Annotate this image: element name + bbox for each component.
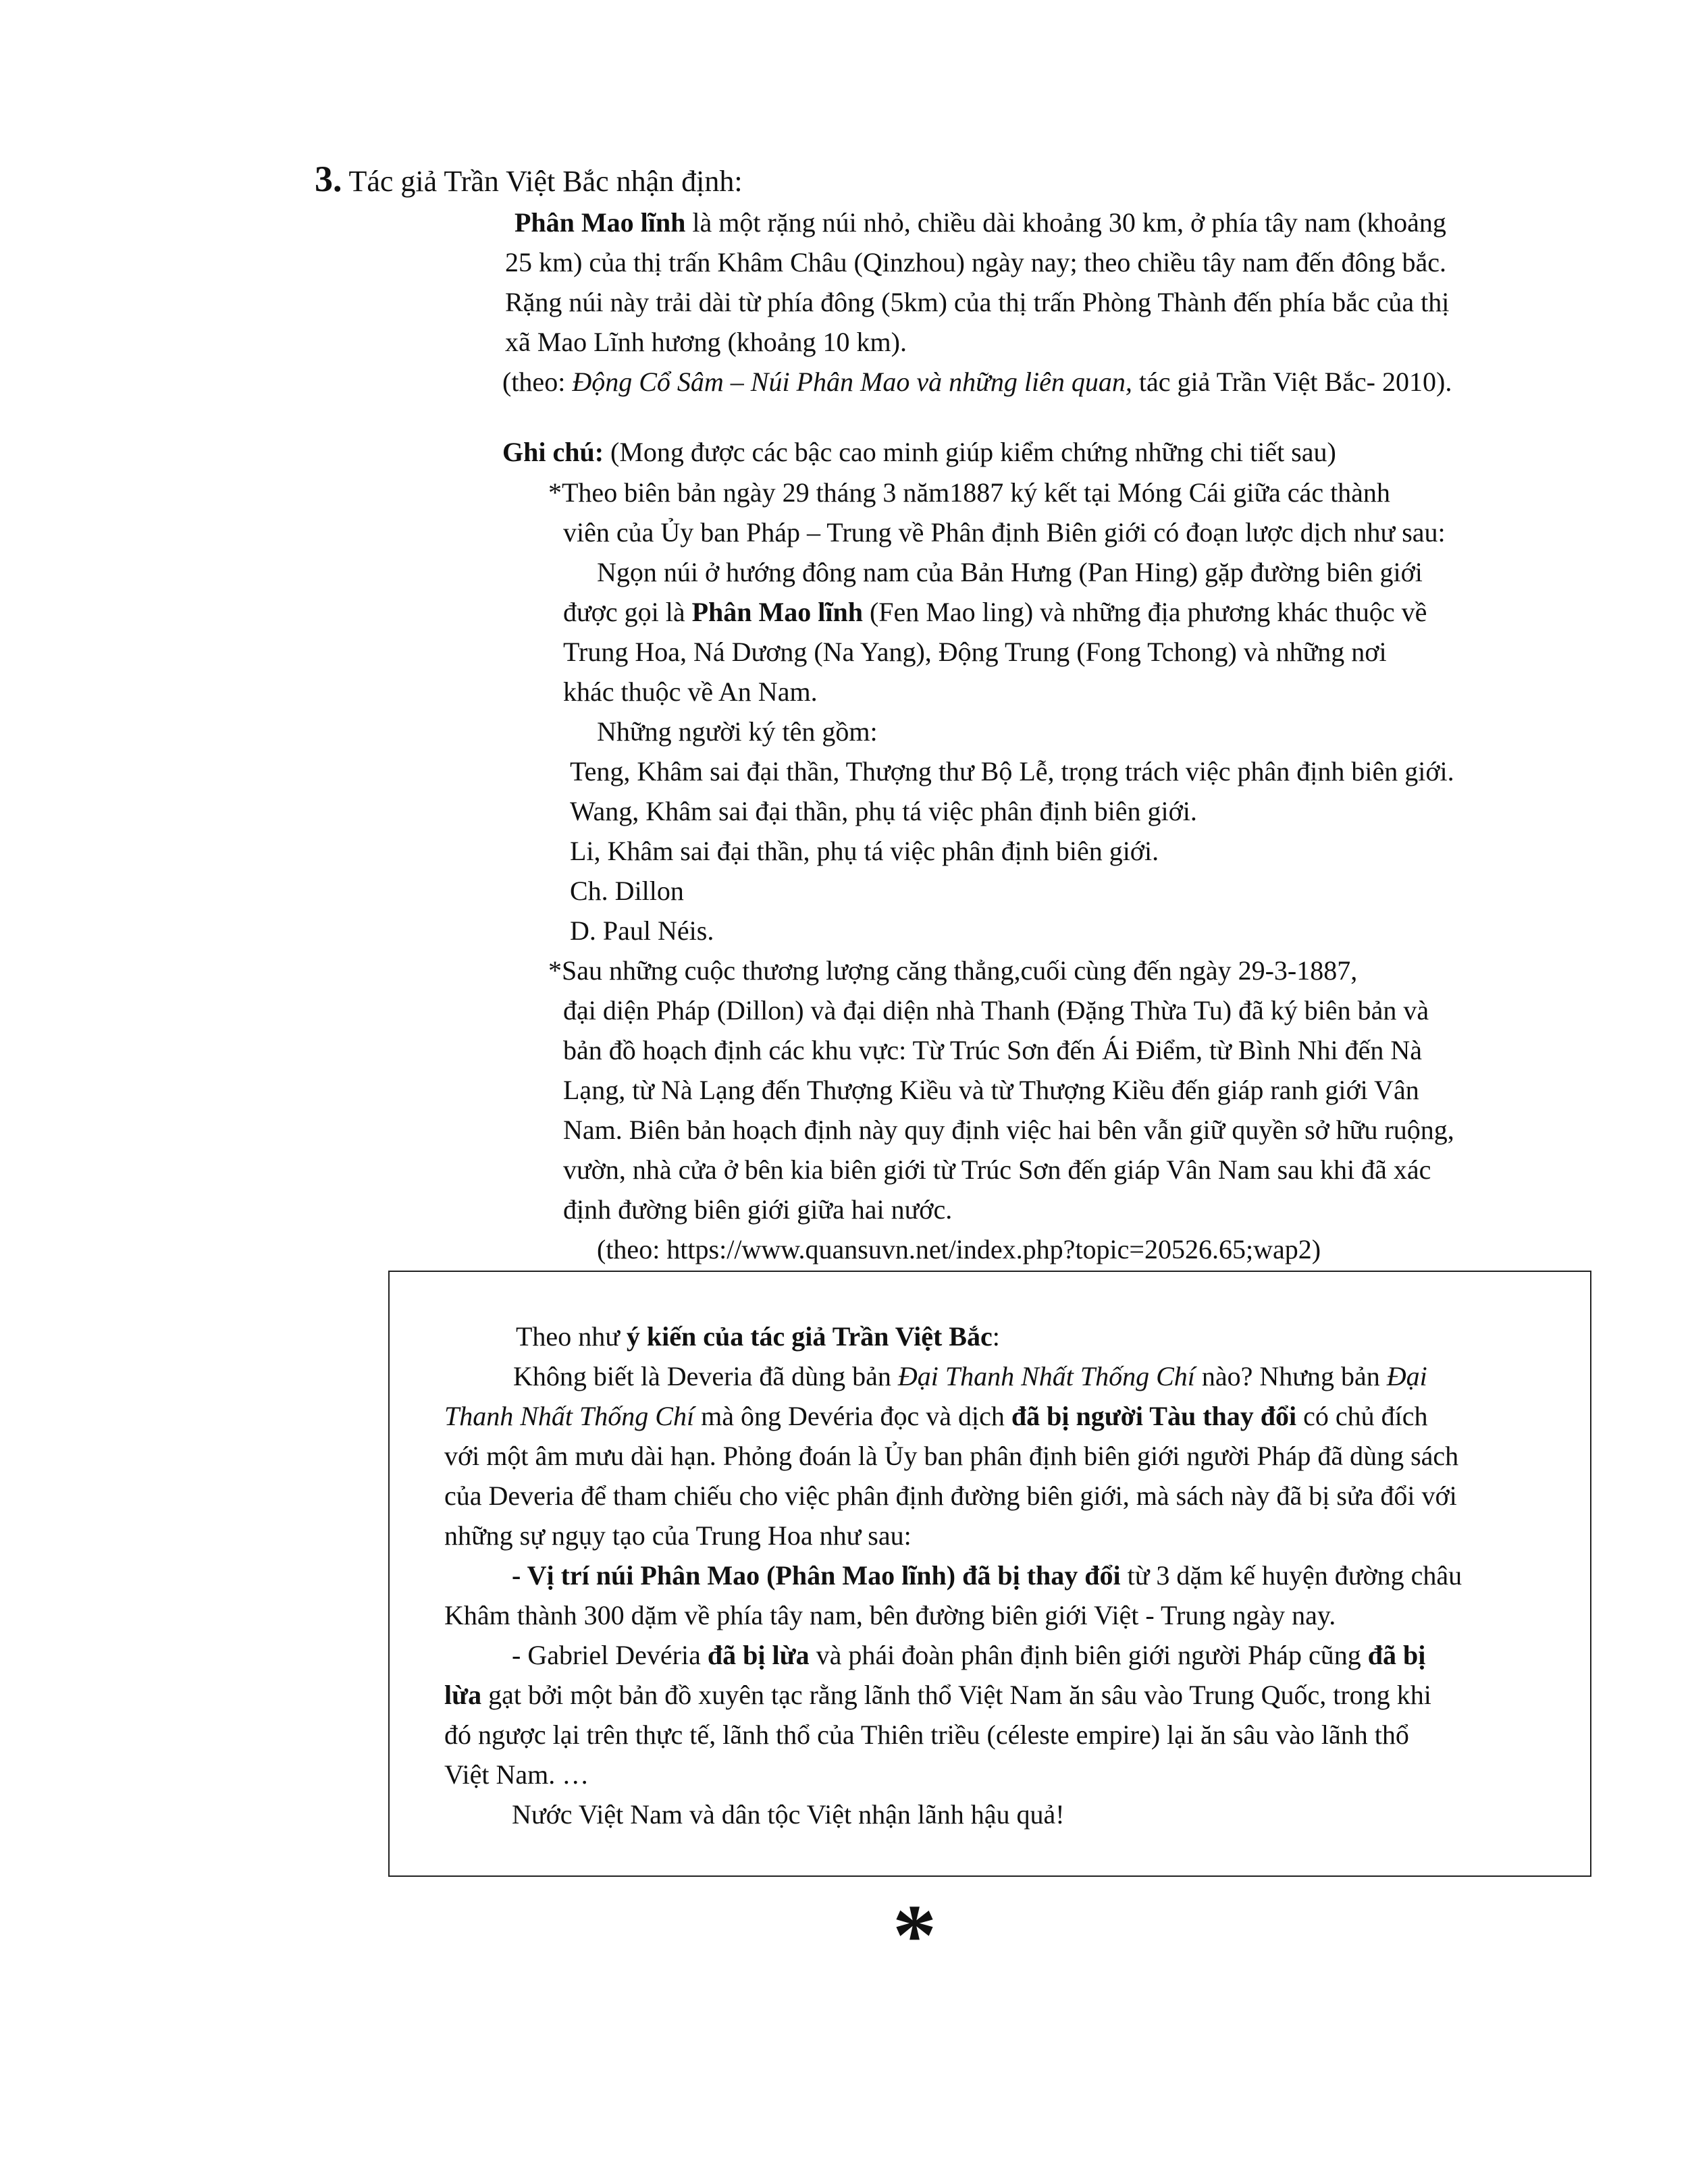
box-line-1-a: Theo như	[516, 1321, 627, 1352]
note-p1-line-4-c: (Fen Mao ling) và những địa phương khác thuộc về	[862, 597, 1427, 627]
box-line-7	[512, 1562, 1462, 1589]
quote-source-title: Động Cổ Sâm – Núi Phân Mao và những liên quan,	[572, 367, 1132, 397]
note-p1-line-4-a: được gọi là	[563, 597, 692, 627]
box-line-9-c: và phái đoàn phân định biên giới người Pháp cũng	[809, 1640, 1368, 1670]
section-heading	[315, 161, 743, 197]
note-p1-line-4	[563, 599, 1427, 626]
box-line-5: của Deveria để tham chiếu cho việc phân định đường biên giới, mà sách này đã bị sửa đổi với	[444, 1481, 1457, 1511]
quote-line-4: xã Mao Lĩnh hương (khoảng 10 km).	[505, 327, 907, 357]
box-line-10	[444, 1682, 1431, 1709]
note-label: Ghi chú:	[502, 437, 604, 467]
box-line-9-bold-2: đã bị	[1367, 1640, 1426, 1670]
note-p2-line: Lạng, từ Nà Lạng đến Thượng Kiều và từ Thượng Kiều đến giáp ranh giới Vân	[563, 1075, 1419, 1105]
note-p1-line-2: viên của Ủy ban Pháp – Trung về Phân định Biên giới có đoạn lược dịch như sau:	[563, 517, 1446, 548]
note-p2-line: bản đồ hoạch định các khu vực: Từ Trúc Sơn đến Ái Điểm, từ Bình Nhi đến Nà	[563, 1035, 1422, 1065]
signer-line: Teng, Khâm sai đại thần, Thượng thư Bộ Lễ, trọng trách việc phân định biên giới.	[570, 756, 1454, 787]
box-line-1	[516, 1323, 1000, 1350]
signer-line: Li, Khâm sai đại thần, phụ tá việc phân định biên giới.	[570, 836, 1159, 866]
quote-source-prefix: (theo:	[502, 367, 573, 397]
signer-line: Wang, Khâm sai đại thần, phụ tá việc phân định biên giới.	[570, 796, 1197, 826]
note-p2-line: định đường biên giới giữa hai nước.	[563, 1194, 953, 1225]
quote-source-author: tác giả Trần Việt Bắc- 2010).	[1132, 367, 1452, 397]
box-line-2-a: Không biết là Deveria đã dùng bản	[513, 1361, 898, 1391]
box-line-1-b: ý kiến của tác giả Trần Việt Bắc	[626, 1321, 993, 1352]
box-line-9	[512, 1642, 1425, 1669]
box-line-2-c: nào? Nhưng bản	[1194, 1361, 1387, 1391]
box-line-12: Việt Nam. …	[444, 1759, 589, 1790]
signers-title: Những người ký tên gồm:	[597, 716, 878, 747]
box-line-8: Khâm thành 300 dặm về phía tây nam, bên đường biên giới Việt - Trung ngày nay.	[444, 1600, 1336, 1630]
quote-line-2: 25 km) của thị trấn Khâm Châu (Qinzhou) ngày nay; theo chiều tây nam đến đông bắc.	[505, 247, 1447, 277]
end-asterisk-icon: *	[893, 1887, 937, 1984]
note-p1-line-6: khác thuộc về An Nam.	[563, 676, 818, 707]
section-heading-text: Tác giả Trần Việt Bắc nhận định:	[348, 165, 743, 198]
box-line-1-c: :	[992, 1321, 1000, 1352]
box-line-11: đó ngược lại trên thực tế, lãnh thổ của Thiên triều (céleste empire) lại ăn sâu vào lãnh thổ	[444, 1720, 1409, 1750]
signer-line: Ch. Dillon	[570, 876, 684, 906]
box-line-13: Nước Việt Nam và dân tộc Việt nhận lãnh hậu quả!	[512, 1799, 1065, 1830]
box-line-4: với một âm mưu dài hạn. Phỏng đoán là Ủy ban phân định biên giới người Pháp đã dùng sách	[444, 1441, 1459, 1471]
note-p1-line-5: Trung Hoa, Ná Dương (Na Yang), Động Trung (Fong Tchong) và những nơi	[563, 637, 1387, 667]
box-line-2	[513, 1363, 1427, 1390]
box-line-2-d: Đại	[1386, 1361, 1427, 1391]
note-intro: (Mong được các bậc cao minh giúp kiểm chứng những chi tiết sau)	[604, 437, 1336, 467]
quote-line-1-text: là một rặng núi nhỏ, chiều dài khoảng 30 km, ở phía tây nam (khoảng	[685, 207, 1446, 238]
box-line-10-bold: lừa	[444, 1680, 482, 1710]
quote-source	[502, 369, 1452, 396]
quote-line-3: Rặng núi này trải dài từ phía đông (5km) của thị trấn Phòng Thành đến phía bắc của thị	[505, 287, 1450, 317]
note-p2-line: *Sau những cuộc thương lượng căng thẳng,cuối cùng đến ngày 29-3-1887,	[548, 955, 1358, 986]
box-line-3-title: Thanh Nhất Thống Chí	[444, 1401, 695, 1431]
note-p2-line: đại diện Pháp (Dillon) và đại diện nhà Thanh (Đặng Thừa Tu) đã ký biên bản và	[563, 995, 1429, 1026]
box-line-9-bold: đã bị lừa	[707, 1640, 810, 1670]
box-line-3-d: có chủ đích	[1296, 1401, 1428, 1431]
box-line-3-b: mà ông Devéria đọc và dịch	[694, 1401, 1011, 1431]
note-p2-source: (theo: https://www.quansuvn.net/index.php?topic=20526.65;wap2)	[597, 1234, 1321, 1264]
note-p1-line-3: Ngọn núi ở hướng đông nam của Bản Hưng (Pan Hing) gặp đường biên giới	[597, 557, 1423, 587]
box-line-6: những sự ngụy tạo của Trung Hoa như sau:	[444, 1520, 912, 1551]
section-number: 3.	[315, 159, 342, 199]
quote-line-1	[515, 209, 1446, 236]
box-line-7-b: từ 3 dặm kế huyện đường châu	[1120, 1560, 1462, 1591]
box-line-2-title: Đại Thanh Nhất Thống Chí	[897, 1361, 1195, 1391]
quote-term: Phân Mao lĩnh	[515, 207, 686, 238]
box-line-10-b: gạt bởi một bản đồ xuyên tạc rằng lãnh thổ Việt Nam ăn sâu vào Trung Quốc, trong khi	[481, 1680, 1431, 1710]
note-p1-line-4-term: Phân Mao lĩnh	[691, 597, 863, 627]
note-heading	[502, 439, 1336, 466]
box-line-7-bold: - Vị trí núi Phân Mao (Phân Mao lĩnh) đã bị thay đổi	[512, 1560, 1121, 1591]
box-line-9-a: - Gabriel Devéria	[512, 1640, 708, 1670]
note-p1-line-1: *Theo biên bản ngày 29 tháng 3 năm1887 ký kết tại Móng Cái giữa các thành	[548, 477, 1390, 508]
note-p2-line: vườn, nhà cửa ở bên kia biên giới từ Trúc Sơn đến giáp Vân Nam sau khi đã xác	[563, 1154, 1431, 1185]
box-line-3	[444, 1403, 1428, 1430]
signer-line: D. Paul Néis.	[570, 915, 714, 946]
note-p2-line: Nam. Biên bản hoạch định này quy định việc hai bên vẫn giữ quyền sở hữu ruộng,	[563, 1115, 1454, 1145]
box-line-3-bold: đã bị người Tàu thay đổi	[1011, 1401, 1297, 1431]
